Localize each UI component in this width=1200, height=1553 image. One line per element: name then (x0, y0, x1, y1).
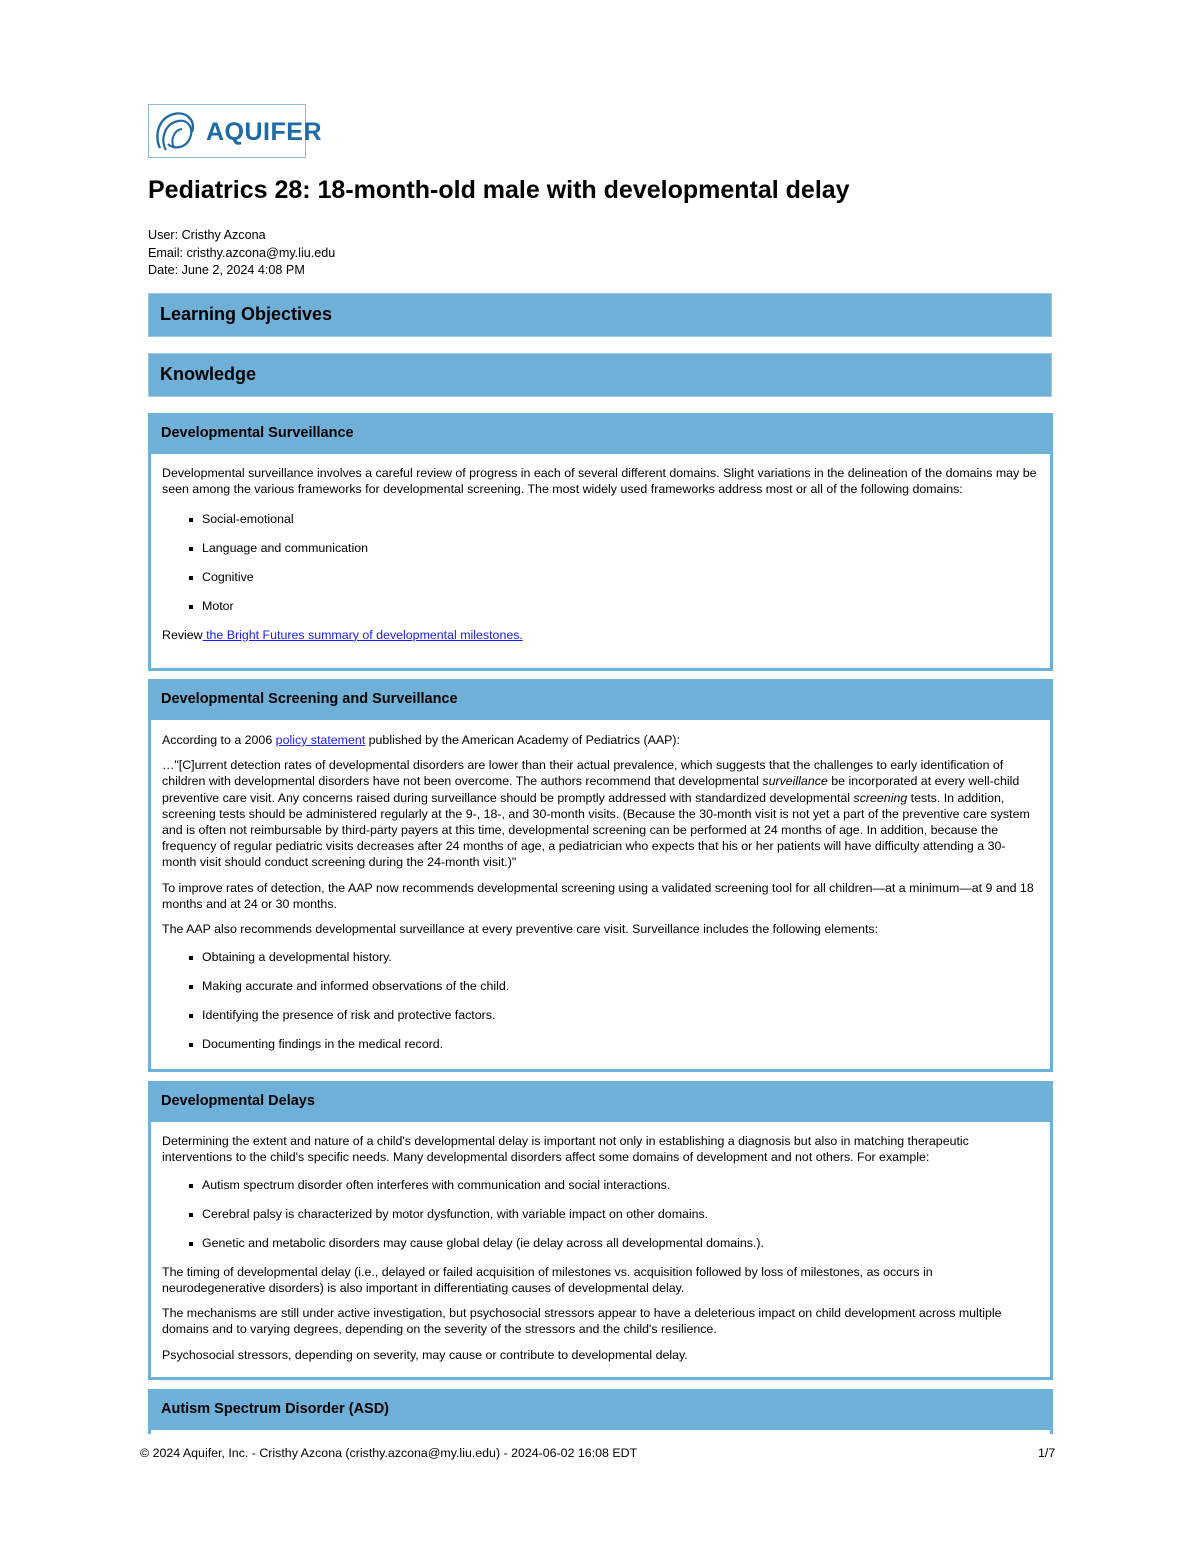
knowledge-band (148, 353, 1052, 397)
section-header (151, 416, 1050, 454)
text: tests. In addition, screening tests should be administered regularly at the 9-, 18-, and 30-month visits. (Because the 30-month visit is not yet a part of the preventive care system and is often not reimbursable by third-party payers at this time, developmental screening can be performed at 24 months of age. In addition, because the frequency of regular pediatric visits decreases after 24 months of age, a pediatrician who expects that his or her patients will have difficulty attending a 30-month visit should conduct screening during the 24-month visit.)" (162, 790, 1030, 870)
aquifer-wave-icon (152, 108, 204, 156)
list-item: Motor (202, 598, 1039, 614)
knowledge-heading: Knowledge (160, 364, 257, 384)
list-item: Social-emotional (202, 511, 1039, 527)
emphasis: surveillance (762, 774, 828, 789)
aap-quote (162, 757, 1039, 870)
paragraph: The mechanisms are still under active investigation, but psychosocial stressors appear to have a deleterious impact on child development across multiple domains and to varying degrees, depending on the severity of the stressors and the child's resilience. (162, 1306, 1002, 1337)
delay-examples-list (162, 1177, 1039, 1251)
page-number: 1/7 (1038, 1446, 1056, 1460)
document-meta (148, 227, 335, 280)
paragraph: To improve rates of detection, the AAP now recommends developmental screening using a validated screening tool for all children—at a minimum—at 9 and 18 months and at 24 or 30 months. (162, 880, 1034, 911)
emphasis: screening (853, 790, 908, 805)
paragraph: Determining the extent and nature of a child's developmental delay is important not only in establishing a diagnosis but also in matching therapeutic interventions to the child's specific needs. Many developmental disorders affect some domains of development and not others. For example: (162, 1134, 969, 1165)
review-prefix: Review (162, 627, 203, 642)
list-item: Obtaining a developmental history. (202, 949, 1039, 965)
paragraph: The timing of developmental delay (i.e., delayed or failed acquisition of milestones vs. acquisition followed by loss of milestones, as occurs in neurodegenerative disorders) is also important in differentiating causes of developmental delay. (162, 1264, 933, 1295)
section-heading: Autism Spectrum Disorder (ASD) (161, 1401, 390, 1417)
section-developmental-delays (148, 1081, 1053, 1380)
list-item: Genetic and metabolic disorders may cause global delay (ie delay across all developmental domains.). (202, 1235, 1039, 1251)
learning-objectives-heading: Learning Objectives (160, 304, 333, 324)
list-item: Cognitive (202, 569, 1039, 585)
meta-user: User: Cristhy Azcona (148, 228, 266, 242)
domain-list (162, 511, 1039, 614)
list-item: Identifying the presence of risk and protective factors. (202, 1007, 1039, 1023)
page-footer: © 2024 Aquifer, Inc. - Cristhy Azcona (cristhy.azcona@my.liu.edu) - 2024-06-02 16:08 EDT (140, 1446, 638, 1460)
paragraph: Developmental surveillance involves a careful review of progress in each of several different domains. Slight variations in the delineation of the domains may be seen among the various frameworks for developmental screening. The most widely used frameworks address most or all of the following domains: (162, 466, 1037, 497)
section-header (151, 682, 1050, 720)
list-item: Cerebral palsy is characterized by motor dysfunction, with variable impact on other domains. (202, 1206, 1039, 1222)
meta-date: Date: June 2, 2024 4:08 PM (148, 263, 305, 277)
text: …"[C]urrent detection rates of developmental disorders are lower than their actual prevalence, which suggests that the challenges to early identification of children with developmental disorders have not been overcome. The authors recommend that developmental (162, 758, 1004, 789)
list-item: Documenting findings in the medical record. (202, 1036, 1039, 1052)
learning-objectives-band (148, 293, 1052, 337)
paragraph (162, 732, 1039, 748)
page-title: Pediatrics 28: 18-month-old male with developmental delay (148, 176, 850, 204)
paragraph: The AAP also recommends developmental surveillance at every preventive care visit. Surveillance includes the following elements: (162, 922, 879, 937)
surveillance-elements-list (162, 949, 1039, 1052)
list-item: Autism spectrum disorder often interferes with communication and social interactions. (202, 1177, 1039, 1193)
section-heading: Developmental Screening and Surveillance (161, 691, 458, 707)
section-developmental-surveillance (148, 413, 1053, 671)
list-item: Making accurate and informed observations of the child. (202, 978, 1039, 994)
section-autism-spectrum-disorder (148, 1389, 1053, 1434)
section-header (151, 1084, 1050, 1122)
review-paragraph (162, 627, 1039, 643)
section-heading: Developmental Surveillance (161, 425, 354, 441)
aquifer-logo (148, 104, 322, 160)
section-header (151, 1392, 1050, 1430)
text: published by the American Academy of Pediatrics (AAP): (365, 733, 680, 747)
list-item: Language and communication (202, 540, 1039, 556)
meta-email: Email: cristhy.azcona@my.liu.edu (148, 245, 336, 260)
paragraph: Psychosocial stressors, depending on severity, may cause or contribute to developmental delay. (162, 1347, 688, 1362)
policy-statement-link[interactable]: policy statement (275, 733, 366, 747)
text: According to a 2006 (162, 733, 276, 747)
bright-futures-link[interactable]: the Bright Futures summary of developmental milestones. (202, 627, 523, 642)
logo-wordmark: AQUIFER (206, 118, 322, 146)
text: be incorporated at every well-child preventive care visit. Any concerns raised during surveillance should be promptly addressed with standardized developmental (162, 774, 1020, 805)
section-screening-and-surveillance (148, 679, 1053, 1072)
section-heading: Developmental Delays (161, 1093, 315, 1109)
